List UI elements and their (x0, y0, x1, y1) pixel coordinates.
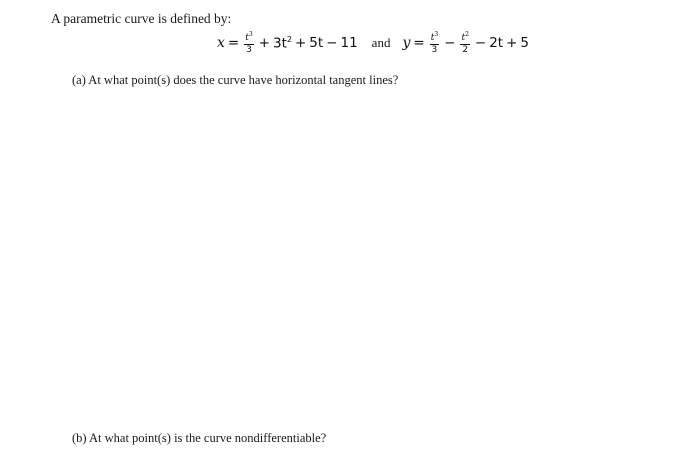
y-plus-sign: + (506, 35, 518, 51)
y-fraction2-denominator: 2 (462, 44, 469, 55)
y-minus-sign-2: − (474, 35, 487, 51)
equation-connector: and (371, 35, 391, 50)
x-fraction-t-cubed-over-3 (244, 32, 253, 55)
x-variable: x (217, 35, 225, 51)
question-part-b: (b) At what point(s) is the curve nondifferentiable? (72, 431, 327, 445)
y-fraction-t-squared-over-2 (460, 32, 469, 55)
x-fraction-numerator: $t^3$ (245, 30, 253, 43)
y-equation (402, 32, 529, 55)
x-plus-sign-1: + (258, 35, 270, 51)
x-equals-sign: = (227, 35, 240, 51)
x-minus-sign: − (326, 35, 338, 51)
x-term-11: 11 (340, 35, 358, 51)
x-fraction-denominator: 3 (246, 44, 252, 55)
x-term-3t-squared: $3t^2$ (272, 34, 292, 52)
y-minus-sign-1: − (444, 35, 456, 51)
y-fraction-t-cubed-over-3 (430, 32, 439, 55)
y-fraction1-numerator: $t^3$ (430, 30, 439, 43)
y-term-2t: 2t (489, 35, 504, 51)
question-part-a: (a) At what point(s) does the curve have horizontal tangent lines? (72, 73, 399, 87)
y-equals-sign: = (413, 35, 425, 51)
x-term-5t: 5t (309, 35, 324, 51)
equation-line (217, 26, 529, 60)
x-equation (217, 32, 358, 55)
problem-intro: A parametric curve is defined by: (51, 11, 232, 26)
y-fraction1-denominator: 3 (431, 44, 438, 55)
x-plus-sign-2: + (294, 35, 307, 51)
y-fraction2-numerator: $t^2$ (461, 30, 469, 43)
y-variable: y (402, 35, 411, 51)
y-term-5: 5 (520, 35, 530, 51)
